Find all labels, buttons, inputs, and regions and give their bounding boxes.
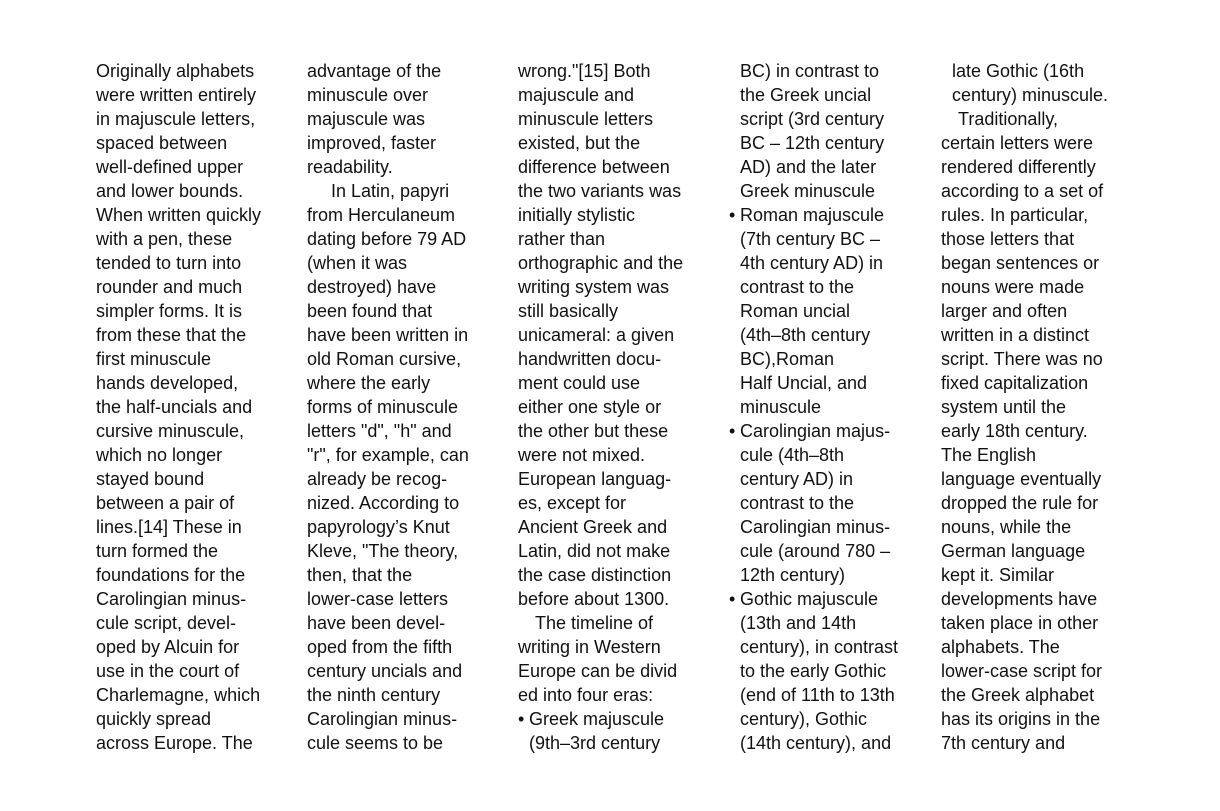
text-line: unicameral: a given	[518, 325, 675, 345]
text-line: Carolingian minus-	[307, 709, 458, 729]
text-line: either one style or	[518, 397, 662, 417]
text-line: century uncials and	[307, 661, 463, 681]
text-line: 12th century)	[740, 565, 846, 585]
text-column-5	[941, 59, 1136, 755]
text-line: were written entirely	[96, 85, 257, 105]
text-line: Charlemagne, which	[96, 685, 261, 705]
text-line: contrast to the	[740, 277, 855, 297]
text-line: Carolingian minus-	[740, 517, 891, 537]
bullet-item-greek	[518, 707, 713, 731]
text-line: "r", for example, can	[307, 445, 469, 465]
text-line: lower-case letters	[307, 589, 449, 609]
text-line: certain letters were	[941, 133, 1094, 153]
text-line: orthographic and the	[518, 253, 684, 273]
text-line: still basically	[518, 301, 619, 321]
bullet-icon: •	[518, 709, 525, 729]
text-line: Ancient Greek and	[518, 517, 668, 537]
text-line: the ninth century	[307, 685, 441, 705]
text-line: (end of 11th to 13th	[740, 685, 895, 705]
text-line: cule (around 780 –	[740, 541, 891, 561]
text-line: tended to turn into	[96, 253, 242, 273]
text-line: then, that the	[307, 565, 413, 585]
text-line: the other but these	[518, 421, 669, 441]
text-line: Latin, did not make	[518, 541, 671, 561]
text-line: turn formed the	[96, 541, 219, 561]
text-line: the Greek uncial	[740, 85, 872, 105]
text-line: (14th century), and	[740, 733, 892, 753]
text-line: according to a set of	[941, 181, 1104, 201]
text-line: contrast to the	[740, 493, 855, 513]
text-line: German language	[941, 541, 1086, 561]
text-line: script. There was no	[941, 349, 1103, 369]
text-line: Originally alphabets	[96, 61, 255, 81]
text-line: forms of minuscule	[307, 397, 459, 417]
text-column-3	[518, 59, 713, 755]
text-line: and lower bounds.	[96, 181, 244, 201]
text-line: letters "d", "h" and	[307, 421, 452, 441]
text-column-4	[729, 59, 924, 755]
text-line: oped from the fifth	[307, 637, 453, 657]
text-line: wrong."[15] Both	[518, 61, 651, 81]
text-line: where the early	[307, 373, 431, 393]
text-column-2	[307, 59, 502, 755]
text-line: first minuscule	[96, 349, 212, 369]
text-line: oped by Alcuin for	[96, 637, 240, 657]
text-line: writing system was	[518, 277, 670, 297]
text-line: which no longer	[96, 445, 223, 465]
text-line: from these that the	[96, 325, 247, 345]
text-line: (when it was	[307, 253, 408, 273]
text-line: foundations for the	[96, 565, 246, 585]
text-line: century AD) in	[740, 469, 854, 489]
text-line: system until the	[941, 397, 1067, 417]
text-line: difference between	[518, 157, 670, 177]
text-line: dropped the rule for	[941, 493, 1099, 513]
text-line: majuscule was	[307, 109, 426, 129]
bullet-text: Gothic majuscule	[740, 589, 879, 609]
text-line: quickly spread	[96, 709, 212, 729]
text-line: The English	[941, 445, 1037, 465]
text-line: simpler forms. It is	[96, 301, 243, 321]
text-line: larger and often	[941, 301, 1068, 321]
text-line: century), in contrast	[740, 637, 899, 657]
text-line: kept it. Similar	[941, 565, 1055, 585]
bullet-item-carolingian	[729, 419, 924, 443]
text-line: (4th–8th century	[740, 325, 871, 345]
text-line: in majuscule letters,	[96, 109, 256, 129]
text-line: existed, but the	[518, 133, 641, 153]
text-line: spaced between	[96, 133, 228, 153]
text-column-1	[96, 59, 291, 755]
text-line: with a pen, these	[96, 229, 233, 249]
text-line: century) minuscule.	[952, 85, 1109, 105]
text-line: those letters that	[941, 229, 1075, 249]
text-line: well-defined upper	[96, 157, 244, 177]
text-line: already be recog-	[307, 469, 448, 489]
text-line: rounder and much	[96, 277, 243, 297]
text-line: century), Gothic	[740, 709, 868, 729]
paragraph-start-line: Traditionally,	[958, 109, 1059, 129]
text-line: taken place in other	[941, 613, 1099, 633]
text-line: improved, faster	[307, 133, 437, 153]
text-line: advantage of the	[307, 61, 442, 81]
bullet-icon: •	[729, 589, 736, 609]
text-line: the two variants was	[518, 181, 682, 201]
text-line: cule script, devel-	[96, 613, 237, 633]
text-line: developments have	[941, 589, 1098, 609]
text-line: from Herculaneum	[307, 205, 456, 225]
text-line: the Greek alphabet	[941, 685, 1095, 705]
text-line: hands developed,	[96, 373, 239, 393]
text-line: Roman uncial	[740, 301, 851, 321]
text-line: began sentences or	[941, 253, 1100, 273]
text-line: across Europe. The	[96, 733, 253, 753]
text-line: the case distinction	[518, 565, 672, 585]
text-line: lower-case script for	[941, 661, 1103, 681]
text-line: use in the court of	[96, 661, 240, 681]
text-line: ment could use	[518, 373, 641, 393]
text-line: ed into four eras:	[518, 685, 654, 705]
text-line: the half-uncials and	[96, 397, 253, 417]
paragraph-start-line: The timeline of	[535, 613, 654, 633]
text-line: alphabets. The	[941, 637, 1060, 657]
text-line: nouns were made	[941, 277, 1085, 297]
text-line: dating before 79 AD	[307, 229, 467, 249]
text-line: nized. According to	[307, 493, 460, 513]
text-line: When written quickly	[96, 205, 262, 225]
text-line: cursive minuscule,	[96, 421, 245, 441]
text-line: late Gothic (16th	[952, 61, 1085, 81]
text-line: written in a distinct	[941, 325, 1090, 345]
text-line: were not mixed.	[518, 445, 646, 465]
text-line: BC – 12th century	[740, 133, 885, 153]
text-line: old Roman cursive,	[307, 349, 462, 369]
text-line: cule (4th–8th	[740, 445, 845, 465]
text-line: language eventually	[941, 469, 1102, 489]
text-line: minuscule over	[307, 85, 429, 105]
text-line: Kleve, "The theory,	[307, 541, 459, 561]
text-line: European languag-	[518, 469, 672, 489]
text-line: writing in Western	[518, 637, 661, 657]
text-line: Half Uncial, and	[740, 373, 868, 393]
text-line: to the early Gothic	[740, 661, 887, 681]
text-line: majuscule and	[518, 85, 635, 105]
text-line: (13th and 14th	[740, 613, 857, 633]
text-line: before about 1300.	[518, 589, 670, 609]
text-line: between a pair of	[96, 493, 235, 513]
text-line: minuscule	[740, 397, 822, 417]
text-line: Greek minuscule	[740, 181, 876, 201]
text-line: 7th century and	[941, 733, 1066, 753]
text-line: have been devel-	[307, 613, 446, 633]
bullet-text: Carolingian majus-	[740, 421, 891, 441]
text-line: nouns, while the	[941, 517, 1072, 537]
text-line: AD) and the later	[740, 157, 877, 177]
bullet-icon: •	[729, 421, 736, 441]
text-line: have been written in	[307, 325, 469, 345]
text-line: destroyed) have	[307, 277, 437, 297]
text-line: Carolingian minus-	[96, 589, 247, 609]
bullet-text: Roman majuscule	[740, 205, 885, 225]
text-line: es, except for	[518, 493, 627, 513]
bullet-item-gothic	[729, 587, 924, 611]
text-line: initially stylistic	[518, 205, 636, 225]
text-line: papyrology’s Knut	[307, 517, 450, 537]
text-line: readability.	[307, 157, 393, 177]
text-line: rules. In particular,	[941, 205, 1089, 225]
paragraph-start-line: In Latin, papyri	[331, 181, 450, 201]
text-line: been found that	[307, 301, 433, 321]
text-line: early 18th century.	[941, 421, 1088, 441]
text-line: lines.[14] These in	[96, 517, 242, 537]
text-line: BC),Roman	[740, 349, 835, 369]
text-line: Europe can be divid	[518, 661, 678, 681]
text-line: fixed capitalization	[941, 373, 1089, 393]
text-line: script (3rd century	[740, 109, 885, 129]
text-line: has its origins in the	[941, 709, 1101, 729]
text-line: rather than	[518, 229, 606, 249]
bullet-text: Greek majuscule	[529, 709, 665, 729]
bullet-item-roman	[729, 203, 924, 227]
text-line: (9th–3rd century	[529, 733, 661, 753]
text-line: (7th century BC –	[740, 229, 881, 249]
text-line: rendered differently	[941, 157, 1096, 177]
text-line: stayed bound	[96, 469, 205, 489]
text-line: BC) in contrast to	[740, 61, 880, 81]
text-line: 4th century AD) in	[740, 253, 884, 273]
text-line: cule seems to be	[307, 733, 444, 753]
text-line: minuscule letters	[518, 109, 654, 129]
text-line: handwritten docu-	[518, 349, 662, 369]
bullet-icon: •	[729, 205, 736, 225]
